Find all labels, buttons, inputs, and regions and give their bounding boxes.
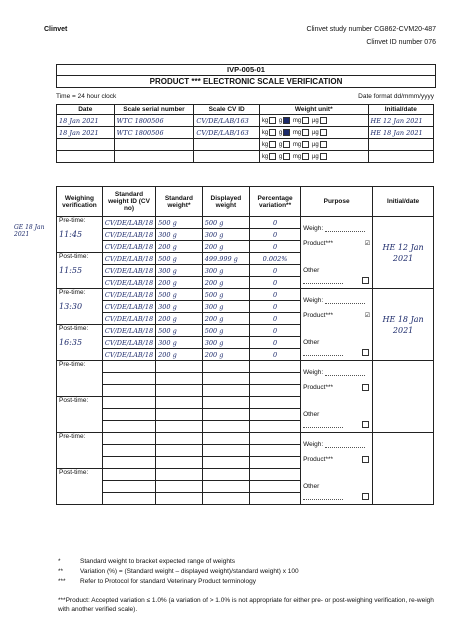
displayed-weight bbox=[202, 385, 249, 397]
row-date bbox=[57, 151, 115, 163]
std-id: CV/DE/LAB/18 bbox=[102, 313, 155, 325]
unit-checkbox[interactable] bbox=[302, 141, 309, 148]
weigh-blank bbox=[325, 369, 365, 376]
col-variation: Percentage variation** bbox=[250, 187, 301, 217]
variation: 0.002% bbox=[250, 253, 301, 265]
row-cvid: CV/DE/LAB/163 bbox=[194, 127, 259, 139]
variation bbox=[250, 409, 301, 421]
time-note: Time = 24 hour clock bbox=[56, 93, 117, 100]
row-date: 18 Jan 2021 bbox=[57, 127, 115, 139]
std-id bbox=[102, 373, 155, 385]
displayed-weight: 200 g bbox=[202, 241, 249, 253]
block-initial: HE 18 Jan 2021 bbox=[373, 289, 434, 361]
unit-checkbox[interactable] bbox=[302, 117, 309, 124]
std-id: CV/DE/LAB/18 bbox=[102, 301, 155, 313]
footnote-text: Variation (%) = (Standard weight – displayed weight)/standard weight) x 100 bbox=[80, 568, 299, 575]
purpose-cell bbox=[301, 361, 373, 433]
unit-label: µg bbox=[311, 130, 319, 137]
row-serial: WTC 1800506 bbox=[114, 127, 194, 139]
weigh-label: Weigh: bbox=[303, 225, 324, 232]
unit-label: g bbox=[278, 142, 283, 149]
post-time-cell bbox=[57, 253, 103, 289]
other-label: Other bbox=[303, 483, 320, 490]
unit-options bbox=[259, 115, 368, 127]
std-weight bbox=[156, 469, 203, 481]
displayed-weight bbox=[202, 373, 249, 385]
table-row bbox=[57, 151, 434, 163]
product-checkbox[interactable] bbox=[362, 384, 369, 391]
std-weight: 300 g bbox=[156, 265, 203, 277]
std-weight bbox=[156, 361, 203, 373]
std-weight bbox=[156, 481, 203, 493]
displayed-weight: 300 g bbox=[202, 337, 249, 349]
row-date bbox=[57, 139, 115, 151]
displayed-weight bbox=[202, 433, 249, 445]
unit-checkbox[interactable] bbox=[320, 141, 327, 148]
block-initial bbox=[373, 433, 434, 505]
displayed-weight bbox=[202, 469, 249, 481]
other-blank-line bbox=[303, 421, 370, 428]
std-id bbox=[102, 421, 155, 433]
id-number: Clinvet ID number 076 bbox=[366, 39, 436, 46]
other-blank bbox=[303, 421, 343, 428]
unit-options bbox=[259, 151, 368, 163]
unit-label: mg bbox=[292, 154, 302, 161]
std-id: CV/DE/LAB/18 bbox=[102, 241, 155, 253]
col-cvid: Scale CV ID bbox=[194, 105, 259, 115]
weigh-label: Weigh: bbox=[303, 441, 324, 448]
displayed-weight: 300 g bbox=[202, 301, 249, 313]
col-initial-date: Initial/date bbox=[373, 187, 434, 217]
pre-time-label: Pre-time: bbox=[59, 361, 86, 368]
row-initial: HE 12 Jan 2021 bbox=[368, 115, 433, 127]
footnote bbox=[58, 578, 256, 585]
std-id: CV/DE/LAB/18 bbox=[102, 337, 155, 349]
std-weight: 200 g bbox=[156, 313, 203, 325]
unit-label: µg bbox=[311, 142, 319, 149]
col-serial: Scale serial number bbox=[114, 105, 194, 115]
table-row bbox=[57, 217, 434, 229]
unit-label: kg bbox=[261, 154, 269, 161]
unit-label: kg bbox=[261, 118, 269, 125]
variation: 0 bbox=[250, 325, 301, 337]
other-checkbox[interactable] bbox=[362, 277, 369, 284]
row-initial bbox=[368, 139, 433, 151]
displayed-weight bbox=[202, 361, 249, 373]
pre-time-value: 11:45 bbox=[59, 230, 83, 239]
unit-options bbox=[259, 127, 368, 139]
displayed-weight: 300 g bbox=[202, 229, 249, 241]
pre-time-value: 13:30 bbox=[59, 302, 83, 311]
post-time-value: 16:35 bbox=[59, 338, 83, 347]
pre-time-cell bbox=[57, 217, 103, 253]
other-label: Other bbox=[303, 411, 320, 418]
weigh-blank bbox=[325, 297, 365, 304]
other-line bbox=[303, 267, 370, 274]
footnote-mark: * bbox=[58, 558, 61, 565]
std-id bbox=[102, 481, 155, 493]
table-row bbox=[57, 289, 434, 301]
variation bbox=[250, 469, 301, 481]
displayed-weight bbox=[202, 397, 249, 409]
other-line bbox=[303, 411, 370, 418]
unit-checkbox[interactable] bbox=[283, 153, 290, 160]
unit-checkbox[interactable] bbox=[269, 117, 276, 124]
unit-checkbox[interactable] bbox=[320, 129, 327, 136]
col-displayed: Displayed weight bbox=[202, 187, 249, 217]
std-weight bbox=[156, 457, 203, 469]
variation: 0 bbox=[250, 289, 301, 301]
post-time-label: Post-time: bbox=[59, 325, 89, 332]
std-id bbox=[102, 361, 155, 373]
variation: 0 bbox=[250, 241, 301, 253]
study-number: Clinvet study number CG862-CVM20-487 bbox=[306, 26, 436, 33]
post-time-cell bbox=[57, 469, 103, 505]
std-id bbox=[102, 445, 155, 457]
weigh-line bbox=[303, 369, 370, 376]
pre-time-label: Pre-time: bbox=[59, 289, 86, 296]
other-blank bbox=[303, 277, 343, 284]
std-id: CV/DE/LAB/18 bbox=[102, 277, 155, 289]
unit-label: mg bbox=[292, 118, 302, 125]
std-id bbox=[102, 493, 155, 505]
footnote bbox=[58, 568, 299, 575]
std-weight: 500 g bbox=[156, 325, 203, 337]
other-blank-line bbox=[303, 493, 370, 500]
std-weight bbox=[156, 433, 203, 445]
displayed-weight: 200 g bbox=[202, 349, 249, 361]
variation bbox=[250, 457, 301, 469]
std-id bbox=[102, 457, 155, 469]
col-weight-unit: Weight unit* bbox=[259, 105, 368, 115]
row-date: 18 Jan 2021 bbox=[57, 115, 115, 127]
footnote-mark: ** bbox=[58, 568, 64, 575]
post-time-cell bbox=[57, 325, 103, 361]
unit-checkbox[interactable] bbox=[283, 117, 290, 124]
weigh-line bbox=[303, 297, 370, 304]
pre-time-cell bbox=[57, 361, 103, 397]
unit-checkbox[interactable] bbox=[283, 129, 290, 136]
row-serial bbox=[114, 139, 194, 151]
variation: 0 bbox=[250, 217, 301, 229]
displayed-weight: 500 g bbox=[202, 325, 249, 337]
purpose-cell bbox=[301, 217, 373, 289]
post-time-cell bbox=[57, 397, 103, 433]
product-line bbox=[303, 384, 370, 391]
col-purpose: Purpose bbox=[301, 187, 373, 217]
table-row bbox=[57, 433, 434, 445]
unit-label: µg bbox=[311, 118, 319, 125]
purpose-cell bbox=[301, 289, 373, 361]
row-serial: WTC 1800506 bbox=[114, 115, 194, 127]
std-id bbox=[102, 397, 155, 409]
std-id: CV/DE/LAB/18 bbox=[102, 229, 155, 241]
weigh-line bbox=[303, 441, 370, 448]
std-id bbox=[102, 433, 155, 445]
variation bbox=[250, 385, 301, 397]
unit-checkbox[interactable] bbox=[283, 141, 290, 148]
weigh-label: Weigh: bbox=[303, 297, 324, 304]
product-checkbox[interactable]: ☑ bbox=[364, 241, 371, 247]
std-id bbox=[102, 409, 155, 421]
displayed-weight: 200 g bbox=[202, 277, 249, 289]
std-weight bbox=[156, 397, 203, 409]
col-initial: Initial/date bbox=[368, 105, 433, 115]
other-label: Other bbox=[303, 339, 320, 346]
form-code: IVP-005-01 bbox=[57, 65, 435, 76]
pre-time-cell bbox=[57, 433, 103, 469]
std-id: CV/DE/LAB/18 bbox=[102, 325, 155, 337]
weigh-line bbox=[303, 225, 370, 232]
unit-label: µg bbox=[311, 154, 319, 161]
std-weight: 200 g bbox=[156, 277, 203, 289]
unit-label: kg bbox=[261, 142, 269, 149]
variation: 0 bbox=[250, 337, 301, 349]
unit-label: g bbox=[278, 130, 283, 137]
std-id: CV/DE/LAB/18 bbox=[102, 349, 155, 361]
std-weight bbox=[156, 385, 203, 397]
variation bbox=[250, 445, 301, 457]
scale-table bbox=[56, 104, 434, 163]
unit-label: g bbox=[278, 118, 283, 125]
other-blank-line bbox=[303, 277, 370, 284]
variation bbox=[250, 481, 301, 493]
other-label: Other bbox=[303, 267, 320, 274]
std-weight: 500 g bbox=[156, 289, 203, 301]
row-serial bbox=[114, 151, 194, 163]
std-weight: 300 g bbox=[156, 229, 203, 241]
margin-note: GE 18 Jan 2021 bbox=[14, 224, 45, 238]
displayed-weight bbox=[202, 409, 249, 421]
unit-checkbox[interactable] bbox=[269, 129, 276, 136]
std-weight: 300 g bbox=[156, 301, 203, 313]
std-weight: 200 g bbox=[156, 241, 203, 253]
variation: 0 bbox=[250, 349, 301, 361]
std-weight: 300 g bbox=[156, 337, 203, 349]
col-std-weight: Standard weight* bbox=[156, 187, 203, 217]
other-checkbox[interactable] bbox=[362, 349, 369, 356]
post-time-value: 11:55 bbox=[59, 266, 83, 275]
variation: 0 bbox=[250, 265, 301, 277]
weigh-label: Weigh: bbox=[303, 369, 324, 376]
footnote-text: Refer to Protocol for standard Veterinary Product terminology bbox=[80, 578, 256, 585]
post-time-label: Post-time: bbox=[59, 253, 89, 260]
displayed-weight: 500 g bbox=[202, 217, 249, 229]
product-label: Product*** bbox=[303, 312, 334, 319]
unit-label: kg bbox=[261, 130, 269, 137]
block-initial: HE 12 Jan 2021 bbox=[373, 217, 434, 289]
footnote bbox=[58, 558, 235, 565]
acceptance-note: ***Product: Accepted variation ≤ 1.0% (a variation of > 1.0% is not appropriate for either pre- or post-weighing verification, re-weigh with another verified scale). bbox=[58, 597, 434, 613]
displayed-weight: 500 g bbox=[202, 289, 249, 301]
std-weight bbox=[156, 445, 203, 457]
col-std-id: Standard weight ID (CV no) bbox=[102, 187, 155, 217]
variation: 0 bbox=[250, 313, 301, 325]
displayed-weight bbox=[202, 493, 249, 505]
product-line bbox=[303, 456, 370, 463]
weigh-blank bbox=[325, 441, 365, 448]
unit-label: mg bbox=[292, 130, 302, 137]
std-weight bbox=[156, 493, 203, 505]
std-weight: 500 g bbox=[156, 253, 203, 265]
variation bbox=[250, 361, 301, 373]
displayed-weight bbox=[202, 457, 249, 469]
unit-checkbox[interactable] bbox=[302, 153, 309, 160]
product-label: Product*** bbox=[303, 384, 334, 391]
unit-options bbox=[259, 139, 368, 151]
std-weight: 500 g bbox=[156, 217, 203, 229]
variation: 0 bbox=[250, 301, 301, 313]
pre-time-label: Pre-time: bbox=[59, 433, 86, 440]
product-line bbox=[303, 240, 370, 247]
col-date: Date bbox=[57, 105, 115, 115]
post-time-label: Post-time: bbox=[59, 469, 89, 476]
company-name: Clinvet bbox=[44, 26, 68, 33]
verification-table bbox=[56, 186, 434, 505]
other-blank bbox=[303, 493, 343, 500]
form-title: PRODUCT *** ELECTRONIC SCALE VERIFICATION bbox=[149, 77, 343, 86]
std-id: CV/DE/LAB/18 bbox=[102, 253, 155, 265]
unit-label: g bbox=[278, 154, 283, 161]
std-weight bbox=[156, 373, 203, 385]
displayed-weight bbox=[202, 421, 249, 433]
row-cvid bbox=[194, 151, 259, 163]
displayed-weight: 200 g bbox=[202, 313, 249, 325]
displayed-weight: 499.999 g bbox=[202, 253, 249, 265]
other-line bbox=[303, 339, 370, 346]
row-initial bbox=[368, 151, 433, 163]
table-row bbox=[57, 361, 434, 373]
variation bbox=[250, 373, 301, 385]
variation bbox=[250, 397, 301, 409]
unit-checkbox[interactable] bbox=[320, 117, 327, 124]
col-verification: Weighing verification bbox=[57, 187, 103, 217]
product-line bbox=[303, 312, 370, 319]
product-label: Product*** bbox=[303, 240, 334, 247]
unit-checkbox[interactable] bbox=[302, 129, 309, 136]
other-blank-line bbox=[303, 349, 370, 356]
unit-checkbox[interactable] bbox=[320, 153, 327, 160]
product-checkbox[interactable] bbox=[362, 456, 369, 463]
std-id bbox=[102, 469, 155, 481]
purpose-cell bbox=[301, 433, 373, 505]
footnote-mark: *** bbox=[58, 578, 66, 585]
other-blank bbox=[303, 349, 343, 356]
std-id bbox=[102, 385, 155, 397]
date-format-note: Date format dd/mmm/yyyy bbox=[358, 93, 434, 100]
std-weight bbox=[156, 421, 203, 433]
pre-time-cell bbox=[57, 289, 103, 325]
product-checkbox[interactable]: ☑ bbox=[364, 313, 371, 319]
unit-label: mg bbox=[292, 142, 302, 149]
pre-time-label: Pre-time: bbox=[59, 217, 86, 224]
std-id: CV/DE/LAB/18 bbox=[102, 217, 155, 229]
row-initial: HE 18 Jan 2021 bbox=[368, 127, 433, 139]
std-weight bbox=[156, 409, 203, 421]
table-row bbox=[57, 115, 434, 127]
unit-checkbox[interactable] bbox=[269, 141, 276, 148]
variation bbox=[250, 421, 301, 433]
title-box bbox=[56, 64, 436, 88]
table-row bbox=[57, 139, 434, 151]
std-weight: 200 g bbox=[156, 349, 203, 361]
table-row bbox=[57, 127, 434, 139]
unit-checkbox[interactable] bbox=[269, 153, 276, 160]
variation bbox=[250, 433, 301, 445]
std-id: CV/DE/LAB/18 bbox=[102, 289, 155, 301]
displayed-weight bbox=[202, 481, 249, 493]
other-checkbox[interactable] bbox=[362, 421, 369, 428]
row-cvid: CV/DE/LAB/163 bbox=[194, 115, 259, 127]
variation bbox=[250, 493, 301, 505]
displayed-weight: 300 g bbox=[202, 265, 249, 277]
post-time-label: Post-time: bbox=[59, 397, 89, 404]
std-id: CV/DE/LAB/18 bbox=[102, 265, 155, 277]
block-initial bbox=[373, 361, 434, 433]
row-cvid bbox=[194, 139, 259, 151]
product-label: Product*** bbox=[303, 456, 334, 463]
other-line bbox=[303, 483, 370, 490]
variation: 0 bbox=[250, 229, 301, 241]
displayed-weight bbox=[202, 445, 249, 457]
other-checkbox[interactable] bbox=[362, 493, 369, 500]
footnote-text: Standard weight to bracket expected range of weights bbox=[80, 558, 236, 565]
variation: 0 bbox=[250, 277, 301, 289]
weigh-blank bbox=[325, 225, 365, 232]
